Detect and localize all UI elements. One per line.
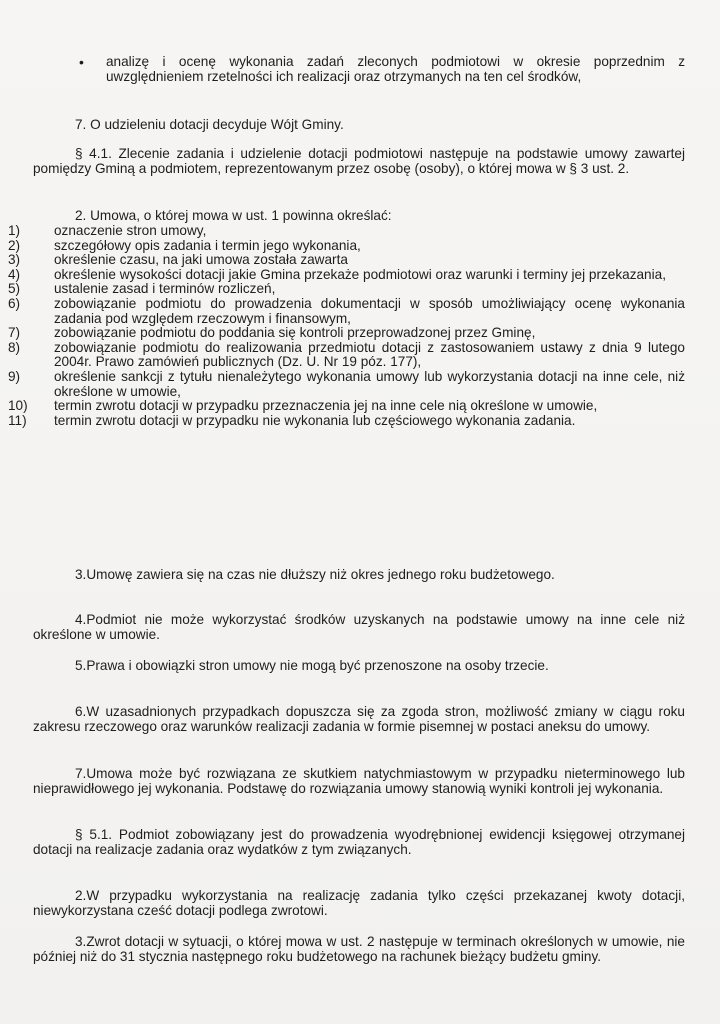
list-item-text: zobowiązanie podmiotu do realizowania przedmiotu dotacji z zastosowaniem ustawy z dnia 9 lutego 2004r. Prawo zamówień publicznych (Dz. U. Nr 19 póz. 177),: [54, 339, 685, 370]
list-item-number: 4): [8, 266, 21, 282]
paragraph-4: 4.Podmiot nie może wykorzystać środków uzyskanych na podstawie umowy na inne cele niż określone w umowie.: [33, 612, 685, 642]
paragraph-7: 7. O udzieleniu dotacji decyduje Wójt Gminy.: [75, 117, 344, 132]
list-item-text: ustalenie zasad i terminów rozliczeń,: [54, 281, 276, 297]
list-item-number: 8): [8, 339, 21, 355]
list-item-number: 2): [8, 237, 21, 253]
list-item-number: 3): [8, 252, 21, 268]
list-item-number: 7): [8, 325, 21, 341]
list-item-number: 5): [8, 281, 21, 297]
list-item: [8, 370, 685, 399]
section-5-3: 3.Zwrot dotacji w sytuacji, o której mowa w ust. 2 następuje w terminach określonych w umowie, nie później niż do 31 stycznia następnego roku budżetowego na rachunek bieżący budżetu gminy.: [33, 934, 685, 964]
list-item: [8, 297, 685, 326]
section-5-2: 2.W przypadku wykorzystania na realizację zadania tylko części przekazanej kwoty dotacji, niewykorzystana cześć dotacji podlega zwrotowi.: [33, 888, 685, 918]
list-item-text: określenie sankcji z tytułu nienależytego wykonania umowy lub wykorzystania dotacji na inne cele, niż określone w umowie,: [54, 368, 685, 399]
section-4-2-intro: 2. Umowa, o której mowa w ust. 1 powinna określać:: [75, 208, 392, 223]
list-item-text: oznaczenie stron umowy,: [54, 223, 207, 238]
paragraph-7b: 7.Umowa może być rozwiązana ze skutkiem natychmiastowym w przypadku nieterminowego lub nieprawidłowego jej wykonania. Podstawę do rozwiązania umowy stanowią wyniki kontroli jej wykonania.: [33, 766, 685, 796]
bullet-item: [73, 55, 685, 84]
paragraph-3: 3.Umowę zawiera się na czas nie dłuższy niż okres jednego roku budżetowego.: [75, 567, 555, 582]
paragraph-5: 5.Prawa i obowiązki stron umowy nie mogą być przenoszone na osoby trzecie.: [75, 658, 549, 673]
section-5-1: § 5.1. Podmiot zobowiązany jest do prowadzenia wyodrębnionej ewidencji księgowej otrzymanej dotacji na realizacje zadania oraz wydatków z tym związanych.: [33, 827, 685, 857]
list-item: [8, 399, 685, 414]
list-item-text: szczegółowy opis zadania i termin jego wykonania,: [54, 237, 361, 253]
bullet-icon: •: [79, 54, 84, 70]
contract-requirements-list: [8, 224, 685, 428]
list-item-number: 10): [8, 398, 28, 414]
list-item: [8, 341, 685, 370]
list-item: [8, 224, 685, 239]
list-item-text: zobowiązanie podmiotu do poddania się kontroli przeprowadzonej przez Gminę,: [54, 325, 536, 341]
list-item: [8, 326, 685, 341]
list-item: [8, 239, 685, 254]
list-item-text: określenie czasu, na jaki umowa została zawarta: [54, 252, 348, 268]
list-item: [8, 282, 685, 297]
list-item-text: termin zwrotu dotacji w przypadku przeznaczenia jej na inne cele nią określone w umowie,: [54, 398, 598, 414]
list-item: [8, 268, 685, 283]
bullet-text: analizę i ocenę wykonania zadań zleconych podmiotowi w okresie poprzednim z uwzględnieniem rzetelności ich realizacji oraz otrzymanych na ten cel środków,: [106, 54, 685, 84]
list-item-text: określenie wysokości dotacji jakie Gmina przekaże podmiotowi oraz warunki i terminy jej przekazania,: [54, 266, 666, 282]
list-item-text: zobowiązanie podmiotu do prowadzenia dokumentacji w sposób umożliwiający ocenę wykonania zadania pod względem rzeczowym i finansowym,: [54, 295, 685, 326]
list-item: [8, 414, 685, 429]
list-item: [8, 253, 685, 268]
list-item-number: 6): [8, 295, 21, 311]
list-item-number: 9): [8, 368, 21, 384]
paragraph-6: 6.W uzasadnionych przypadkach dopuszcza się za zgoda stron, możliwość zmiany w ciągu roku zakresu rzeczowego oraz warunków realizacji zadania w formie pisemnej w postaci aneksu do umowy.: [33, 704, 685, 734]
list-item-number: 1): [8, 223, 21, 238]
section-4-1: § 4.1. Zlecenie zadania i udzielenie dotacji podmiotowi następuje na podstawie umowy zawartej pomiędzy Gminą a podmiotem, reprezentowanym przez osobę (osoby), o której mowa w § 3 ust. 2.: [33, 146, 685, 176]
list-item-number: 11): [8, 412, 27, 428]
list-item-text: termin zwrotu dotacji w przypadku nie wykonania lub częściowego wykonania zadania.: [54, 412, 576, 428]
